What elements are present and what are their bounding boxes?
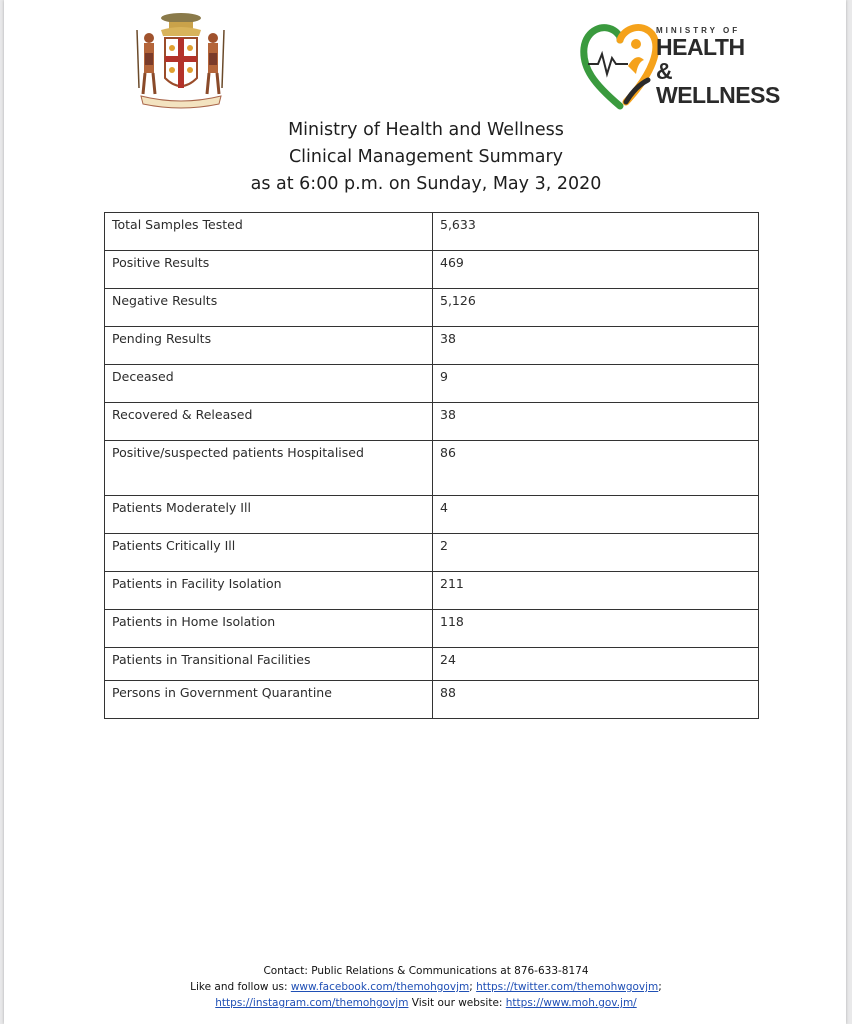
table-row: [105, 534, 759, 572]
heading-ministry: Ministry of Health and Wellness: [288, 120, 564, 140]
heading-title: Clinical Management Summary: [288, 147, 564, 167]
row-value: 211: [433, 572, 759, 610]
document-footer: [0, 963, 852, 1011]
logo-health-text: HEALTH &: [656, 34, 745, 84]
footer-website-line: [0, 995, 852, 1011]
footer-contact: Contact: Public Relations & Communications at 876-633-8174: [263, 965, 589, 977]
twitter-link[interactable]: https://twitter.com/themohwgovjm: [476, 981, 659, 993]
row-label: Patients Moderately Ill: [105, 496, 433, 534]
row-label: Pending Results: [105, 327, 433, 365]
footer-separator: ;: [658, 981, 662, 993]
row-label: Negative Results: [105, 289, 433, 327]
table-row: [105, 648, 759, 681]
row-value: 2: [433, 534, 759, 572]
row-label: Patients Critically Ill: [105, 534, 433, 572]
table-row: [105, 289, 759, 327]
footer-website-label: Visit our website:: [408, 997, 506, 1009]
row-label: Deceased: [105, 365, 433, 403]
row-label: Positive/suspected patients Hospitalised: [105, 441, 433, 496]
website-link[interactable]: https://www.moh.gov.jm/: [505, 997, 637, 1009]
facebook-link[interactable]: www.facebook.com/themohgovjm: [290, 981, 470, 993]
row-label: Persons in Government Quarantine: [105, 681, 433, 719]
row-value: 5,633: [433, 213, 759, 251]
row-value: 38: [433, 403, 759, 441]
table-row: [105, 327, 759, 365]
row-label: Total Samples Tested: [105, 213, 433, 251]
logo-wellness-text: WELLNESS: [656, 82, 780, 108]
table-row: [105, 213, 759, 251]
ministry-logo: [580, 18, 780, 116]
row-value: 9: [433, 365, 759, 403]
table-row: [105, 403, 759, 441]
coat-of-arms-emblem: [131, 8, 231, 112]
row-value: 469: [433, 251, 759, 289]
table-row: [105, 251, 759, 289]
row-value: 24: [433, 648, 759, 681]
row-value: 4: [433, 496, 759, 534]
footer-separator: ;: [469, 981, 477, 993]
table-row: [105, 572, 759, 610]
row-label: Patients in Home Isolation: [105, 610, 433, 648]
row-value: 5,126: [433, 289, 759, 327]
clinical-summary-table: [104, 212, 759, 719]
row-value: 118: [433, 610, 759, 648]
footer-follow-label: Like and follow us:: [190, 981, 291, 993]
heading-date: as at 6:00 p.m. on Sunday, May 3, 2020: [250, 174, 602, 194]
logo-ministry-of-text: MINISTRY OF: [656, 26, 741, 35]
table-row: [105, 441, 759, 496]
table-row: [105, 496, 759, 534]
document-heading: [0, 117, 852, 198]
table-row: [105, 610, 759, 648]
row-value: 88: [433, 681, 759, 719]
instagram-link[interactable]: https://instagram.com/themohgovjm: [215, 997, 409, 1009]
footer-follow-line: [0, 979, 852, 995]
row-label: Patients in Facility Isolation: [105, 572, 433, 610]
row-value: 86: [433, 441, 759, 496]
heart-pulse-icon: [580, 18, 660, 114]
table-row: [105, 681, 759, 719]
row-label: Patients in Transitional Facilities: [105, 648, 433, 681]
row-label: Recovered & Released: [105, 403, 433, 441]
table-row: [105, 365, 759, 403]
row-label: Positive Results: [105, 251, 433, 289]
row-value: 38: [433, 327, 759, 365]
